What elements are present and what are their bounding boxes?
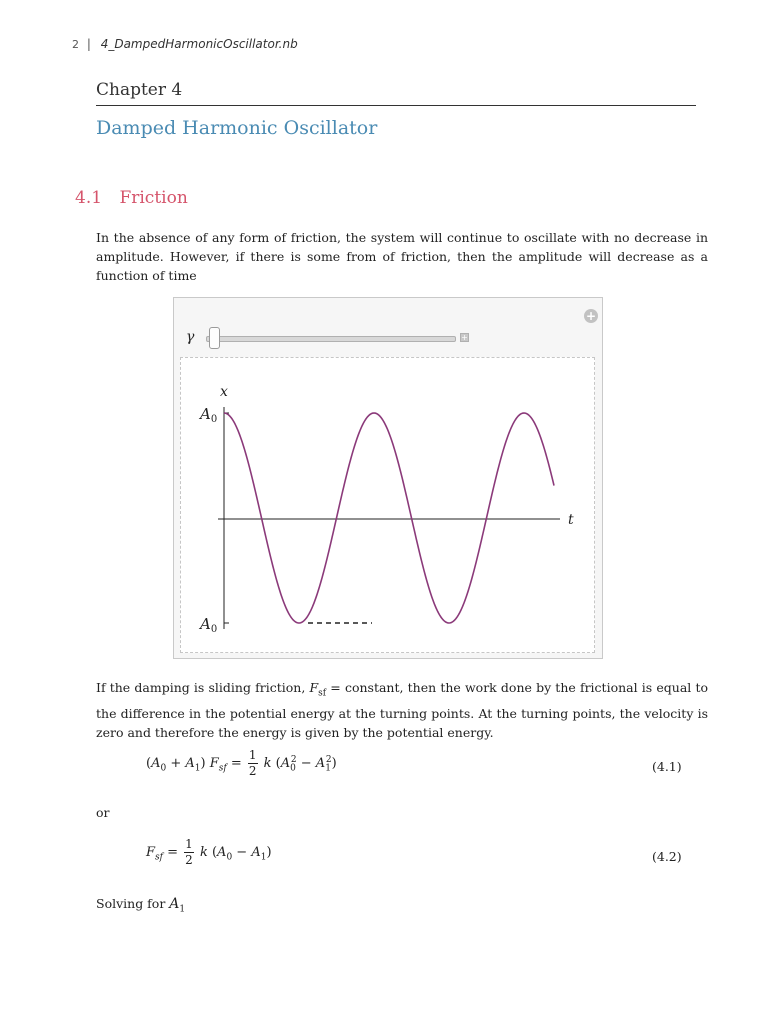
t-axis-label: t	[568, 512, 574, 528]
chapter-title: Damped Harmonic Oscillator	[96, 117, 378, 139]
section-number: 4.1	[75, 188, 103, 208]
expand-icon[interactable]: +	[461, 333, 468, 342]
symbol-A: A	[315, 756, 326, 771]
denominator: 2	[248, 764, 257, 778]
symbol-A: A	[169, 896, 180, 912]
symbol-sf: sf	[318, 688, 327, 699]
subscript: 0	[226, 852, 233, 863]
subscript: 1	[260, 852, 267, 863]
superscript: 2	[290, 754, 297, 765]
equation-number-4-1: (4.1)	[652, 759, 682, 774]
oscillation-plot	[180, 357, 595, 653]
paragraph-text: = constant, then the work done by the frictional is equal to the difference in the potential energy at the turning points. At the turning points, the velocity is zero and therefore the energy is given by the potential energy.	[96, 680, 708, 740]
gamma-slider-track[interactable]	[206, 336, 456, 342]
gamma-slider-label: γ	[186, 329, 195, 345]
x-axis-label: x	[220, 384, 228, 400]
plus-circle-icon[interactable]: +	[585, 309, 597, 323]
symbol-F: F	[309, 680, 319, 695]
subscript: 0	[160, 763, 167, 774]
running-header	[72, 37, 298, 51]
equation-4-2: $F_{sf}$ = $\frac{1}{2}$ k $(A_0 - A_1)$	[146, 837, 272, 867]
page-number: 2	[72, 38, 79, 51]
symbol-A: A	[217, 845, 227, 860]
numerator: 1	[185, 837, 193, 851]
paragraph-sliding-friction	[96, 678, 708, 742]
paragraph-text: If the damping is sliding friction,	[96, 680, 310, 695]
header-separator: |	[86, 37, 91, 51]
equation-4-1: $(A_0 + A_1) F_{sf}$ = $\frac{1}{2}$ k $(A_0^2 - A_1^2)$	[146, 748, 337, 778]
bottom-tick-label: $A_0$	[200, 615, 218, 635]
symbol-k: k	[199, 845, 208, 860]
symbol-F: F	[146, 845, 156, 860]
oscillation-curve	[224, 413, 554, 623]
symbol-A: A	[185, 756, 195, 771]
subscript: 1	[325, 763, 331, 774]
connector-or: or	[96, 805, 110, 820]
chapter-label: Chapter 4	[96, 80, 183, 100]
top-tick-label: $A_0$	[200, 405, 218, 425]
chapter-divider	[96, 105, 696, 106]
subscript: sf	[155, 852, 163, 863]
superscript: 2	[325, 754, 332, 765]
denominator: 2	[185, 853, 193, 867]
paragraph-friction-intro: In the absence of any form of friction, the system will continue to oscillate with no decrease in amplitude. However, if there is some from of friction, then the amplitude will decrease as a function of time	[96, 230, 708, 283]
fraction-half	[248, 748, 258, 779]
symbol-A: A	[280, 756, 291, 771]
notebook-filename: 4_DampedHarmonicOscillator.nb	[100, 37, 298, 51]
symbol-F: F	[209, 756, 219, 771]
numerator: 1	[248, 748, 257, 762]
solving-for-text	[96, 896, 185, 915]
symbol-A: A	[251, 845, 261, 860]
section-heading	[75, 188, 188, 208]
symbol-k: k	[263, 756, 272, 771]
subscript: sf	[218, 763, 227, 774]
symbol-A: A	[151, 756, 161, 771]
paragraph-text: Solving for	[96, 896, 170, 911]
section-title: Friction	[119, 188, 188, 208]
gamma-slider-thumb[interactable]	[209, 327, 220, 349]
subscript: 1	[179, 904, 186, 915]
equation-number-4-2: (4.2)	[652, 849, 682, 864]
subscript: 1	[194, 763, 201, 774]
fraction-half	[184, 837, 194, 868]
subscript: 0	[290, 763, 296, 774]
